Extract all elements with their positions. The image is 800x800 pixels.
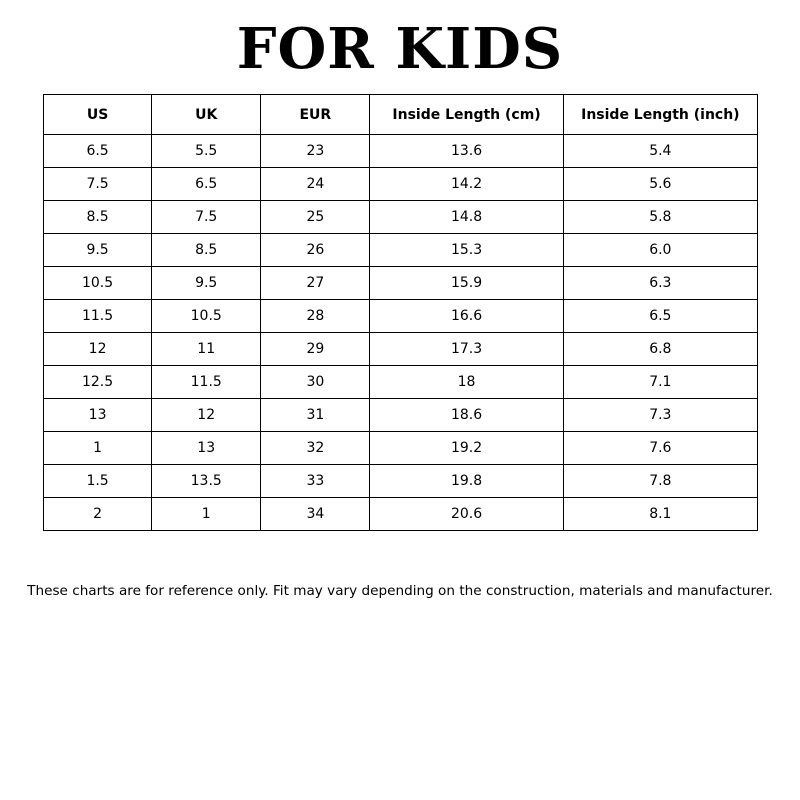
cell-inch: 7.3	[563, 399, 757, 432]
cell-cm: 14.8	[370, 201, 563, 234]
cell-eur: 29	[261, 333, 370, 366]
table-row	[44, 267, 758, 300]
cell-inch: 7.6	[563, 432, 757, 465]
cell-us: 7.5	[44, 168, 152, 201]
cell-eur: 32	[261, 432, 370, 465]
cell-cm: 17.3	[370, 333, 563, 366]
table-header-row	[44, 95, 758, 135]
cell-cm: 16.6	[370, 300, 563, 333]
size-chart-table	[43, 94, 758, 531]
table-row	[44, 366, 758, 399]
cell-us: 2	[44, 498, 152, 531]
header-eur: EUR	[261, 95, 370, 135]
cell-uk: 8.5	[152, 234, 261, 267]
cell-eur: 34	[261, 498, 370, 531]
cell-cm: 20.6	[370, 498, 563, 531]
cell-us: 9.5	[44, 234, 152, 267]
cell-inch: 7.8	[563, 465, 757, 498]
table-body	[44, 135, 758, 531]
cell-inch: 6.0	[563, 234, 757, 267]
cell-uk: 1	[152, 498, 261, 531]
cell-cm: 15.9	[370, 267, 563, 300]
cell-cm: 15.3	[370, 234, 563, 267]
table-row	[44, 201, 758, 234]
cell-uk: 12	[152, 399, 261, 432]
cell-eur: 31	[261, 399, 370, 432]
cell-inch: 7.1	[563, 366, 757, 399]
cell-inch: 5.6	[563, 168, 757, 201]
cell-uk: 13.5	[152, 465, 261, 498]
cell-eur: 28	[261, 300, 370, 333]
cell-inch: 5.8	[563, 201, 757, 234]
cell-cm: 18	[370, 366, 563, 399]
cell-uk: 13	[152, 432, 261, 465]
cell-us: 8.5	[44, 201, 152, 234]
cell-uk: 11	[152, 333, 261, 366]
cell-us: 11.5	[44, 300, 152, 333]
cell-eur: 24	[261, 168, 370, 201]
cell-us: 10.5	[44, 267, 152, 300]
cell-cm: 19.8	[370, 465, 563, 498]
cell-cm: 19.2	[370, 432, 563, 465]
cell-inch: 6.3	[563, 267, 757, 300]
cell-uk: 5.5	[152, 135, 261, 168]
disclaimer-text: These charts are for reference only. Fit may vary depending on the construction, materials and manufacturer.	[27, 583, 773, 599]
cell-cm: 18.6	[370, 399, 563, 432]
table-row	[44, 333, 758, 366]
cell-eur: 30	[261, 366, 370, 399]
cell-uk: 6.5	[152, 168, 261, 201]
cell-inch: 6.5	[563, 300, 757, 333]
cell-us: 12.5	[44, 366, 152, 399]
page-title: FOR KIDS	[236, 16, 564, 82]
header-inside-length-inch: Inside Length (inch)	[563, 95, 757, 135]
table-row	[44, 135, 758, 168]
table-row	[44, 465, 758, 498]
cell-us: 1	[44, 432, 152, 465]
table-row	[44, 432, 758, 465]
cell-cm: 13.6	[370, 135, 563, 168]
table-row	[44, 399, 758, 432]
cell-us: 6.5	[44, 135, 152, 168]
cell-uk: 9.5	[152, 267, 261, 300]
cell-uk: 11.5	[152, 366, 261, 399]
cell-us: 1.5	[44, 465, 152, 498]
cell-inch: 6.8	[563, 333, 757, 366]
cell-eur: 25	[261, 201, 370, 234]
cell-eur: 27	[261, 267, 370, 300]
cell-eur: 23	[261, 135, 370, 168]
cell-uk: 10.5	[152, 300, 261, 333]
header-uk: UK	[152, 95, 261, 135]
table-row	[44, 300, 758, 333]
cell-inch: 8.1	[563, 498, 757, 531]
table-row	[44, 234, 758, 267]
table-row	[44, 168, 758, 201]
cell-us: 12	[44, 333, 152, 366]
cell-us: 13	[44, 399, 152, 432]
cell-cm: 14.2	[370, 168, 563, 201]
cell-inch: 5.4	[563, 135, 757, 168]
cell-eur: 26	[261, 234, 370, 267]
cell-uk: 7.5	[152, 201, 261, 234]
header-inside-length-cm: Inside Length (cm)	[370, 95, 563, 135]
cell-eur: 33	[261, 465, 370, 498]
table-row	[44, 498, 758, 531]
header-us: US	[44, 95, 152, 135]
